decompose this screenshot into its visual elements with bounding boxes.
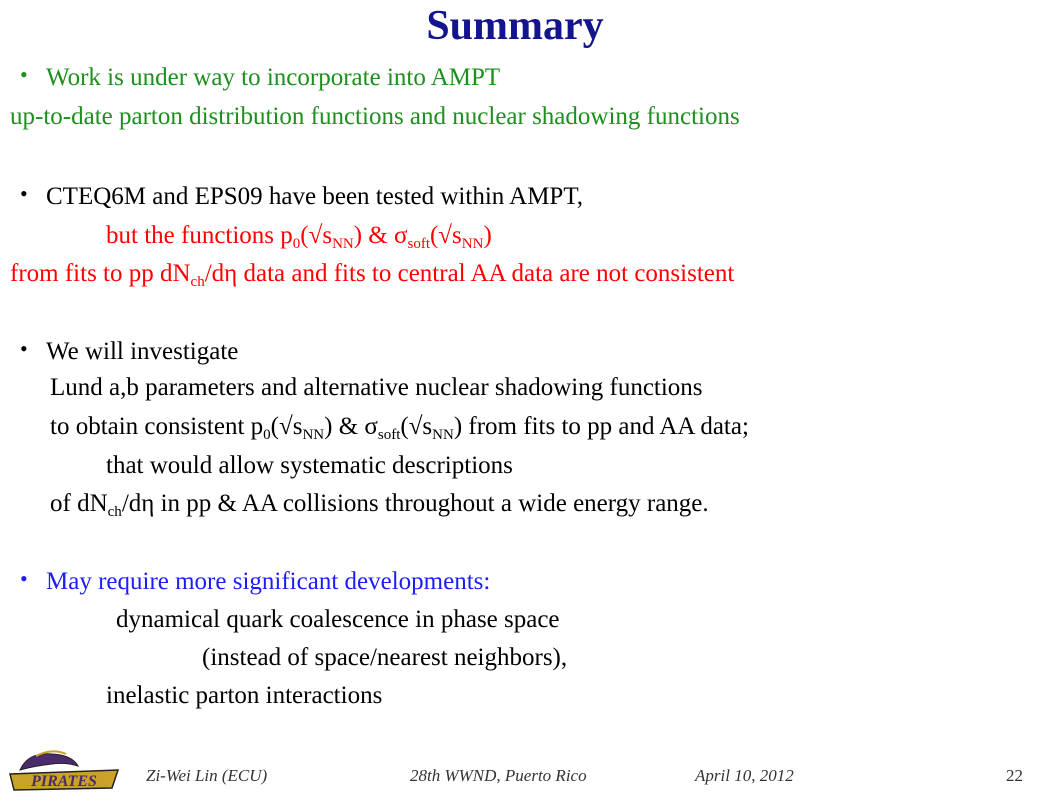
- bullet-4-marker: •: [20, 566, 28, 591]
- slide-title: Summary: [426, 3, 604, 49]
- footer-date: April 10, 2012: [695, 766, 794, 785]
- bullet-2-line-2: but the functions $p_0(√s_{NN})$ & $\sigma_{soft}(√s_{NN})$: [106, 222, 492, 252]
- pirates-logo: [6, 748, 124, 794]
- bullet-4-line-1: May require more significant developments:: [46, 568, 491, 595]
- bullet-2-marker: •: [20, 181, 28, 206]
- bullet-1-line-2: up-to-date parton distribution functions and nuclear shadowing functions: [10, 103, 740, 130]
- footer-event: 28th WWND, Puerto Rico: [410, 766, 587, 785]
- page-number: 22: [1006, 766, 1023, 785]
- bullet-3-line-2: Lund a,b parameters and alternative nuclear shadowing functions: [50, 374, 703, 401]
- footer-author: Zi-Wei Lin (ECU): [146, 766, 268, 785]
- bullet-3-line-1: We will investigate: [46, 338, 239, 365]
- bullet-3-line-4: that would allow systematic descriptions: [106, 452, 513, 479]
- bullet-4-line-2: dynamical quark coalescence in phase space: [116, 606, 560, 633]
- bullet-3-line-3: to obtain consistent $p_0(√s_{NN})$ & $\sigma_{soft}(√s_{NN})$ from fits to pp and AA data;: [50, 413, 749, 443]
- bullet-2-line-3: from fits to pp $dN_{ch}/d\eta$ data and fits to central AA data are not consistent: [10, 260, 735, 290]
- pirates-logo-text: PIRATES: [31, 773, 97, 790]
- bullet-3-marker: •: [20, 336, 28, 361]
- bullet-4-line-4: inelastic parton interactions: [106, 682, 383, 709]
- bullet-3-line-5: of $dN_{ch}/d\eta$ in pp & AA collisions throughout a wide energy range.: [50, 490, 709, 520]
- bullet-4-line-3: (instead of space/nearest neighbors),: [202, 644, 568, 671]
- bullet-1-line-1: Work is under way to incorporate into AMPT: [46, 64, 501, 91]
- bullet-1-marker: •: [20, 62, 28, 87]
- bullet-2-line-1: CTEQ6M and EPS09 have been tested within AMPT,: [46, 183, 583, 210]
